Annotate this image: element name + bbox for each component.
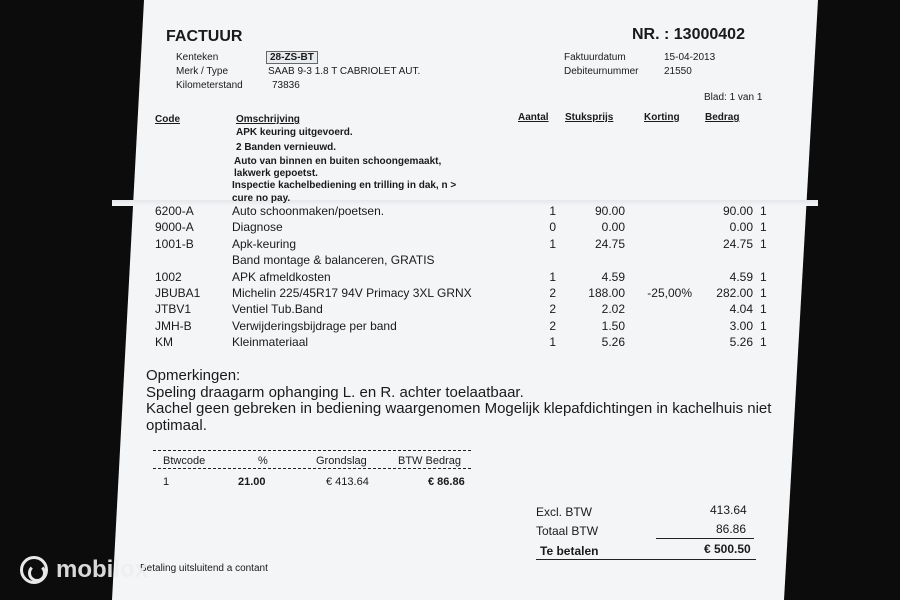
row-code: 1001-B	[155, 236, 194, 251]
row-desc: Kleinmateriaal	[232, 335, 309, 350]
col-korting: Korting	[644, 112, 680, 123]
license-plate: 28-ZS-BT	[266, 51, 318, 64]
row-price: 4.59	[601, 269, 625, 284]
row-amount: 3.00	[729, 318, 753, 333]
row-discount: -25,00%	[647, 286, 692, 300]
col-omschrijving: Omschrijving	[236, 114, 300, 125]
value-kilometerstand: 73836	[272, 80, 300, 91]
row-vat: 1	[760, 335, 767, 350]
label-kilometerstand: Kilometerstand	[176, 80, 243, 91]
row-vat: 1	[760, 286, 767, 300]
row-price: 2.02	[601, 302, 625, 317]
label-kenteken: Kenteken	[176, 52, 219, 63]
te-betalen-label: Te betalen	[540, 544, 599, 558]
row-vat: 1	[760, 204, 767, 218]
remark-line: Kachel geen gebreken in bediening waargenomen Mogelijk klepafdichtingen in kachelhuis niet	[146, 400, 772, 417]
note-line: Auto van binnen en buiten schoongemaakt,	[234, 156, 442, 167]
row-desc: Auto schoonmaken/poetsen.	[232, 204, 385, 218]
row-amount: 0.00	[729, 220, 753, 235]
vat-amount-value: € 86.86	[428, 476, 465, 488]
col-aantal: Aantal	[518, 112, 549, 123]
remark-line: optimaal.	[146, 417, 207, 434]
label-debiteurnummer: Debiteurnummer	[564, 66, 639, 77]
row-price: 90.00	[594, 204, 625, 218]
row-price: 24.75	[594, 236, 625, 251]
row-desc: Ventiel Tub.Band	[232, 302, 323, 317]
row-price: 5.26	[601, 335, 625, 350]
remark-line: Speling draagarm ophanging L. en R. achter toelaatbaar.	[146, 384, 524, 401]
excl-btw-value: 413.64	[710, 503, 747, 517]
row-qty: 0	[549, 220, 556, 235]
col-bedrag: Bedrag	[705, 112, 740, 123]
note-line: Inspectie kachelbediening en trilling in dak, n >	[232, 180, 457, 191]
row-code: KM	[155, 335, 173, 350]
totaal-btw-label: Totaal BTW	[536, 524, 599, 538]
row-vat: 1	[760, 220, 767, 235]
vat-code-value: 1	[163, 476, 170, 488]
row-amount: 282.00	[716, 286, 753, 300]
row-vat: 1	[760, 318, 767, 333]
note-line: APK keuring uitgevoerd.	[236, 127, 353, 138]
row-vat: 1	[760, 302, 767, 317]
vat-rule	[153, 450, 471, 452]
row-qty: 1	[549, 335, 556, 350]
vat-rule	[153, 468, 471, 470]
row-code: 6200-A	[155, 204, 194, 218]
invoice-number: NR. : 13000402	[632, 26, 745, 43]
row-qty: 1	[549, 236, 556, 251]
row-desc: Michelin 225/45R17 94V Primacy 3XL GRNX	[232, 286, 472, 300]
row-qty: 1	[549, 269, 556, 284]
col-code: Code	[155, 114, 180, 125]
row-amount: 4.04	[729, 302, 753, 317]
row-amount: 90.00	[722, 204, 753, 218]
row-code: JMH-B	[155, 318, 192, 333]
note-line: 2 Banden vernieuwd.	[236, 142, 337, 153]
vat-col-amount: BTW Bedrag	[398, 455, 461, 467]
row-qty: 2	[549, 302, 556, 317]
row-code: 9000-A	[155, 220, 194, 235]
vat-col-pct: %	[258, 455, 268, 467]
remarks-title: Opmerkingen:	[146, 367, 241, 384]
row-price: 0.00	[601, 220, 625, 235]
label-faktuurdatum: Faktuurdatum	[564, 52, 626, 63]
row-amount: 4.59	[729, 269, 753, 284]
totals-bottom-rule	[536, 559, 756, 560]
row-amount: 24.75	[722, 236, 753, 251]
row-code: JBUBA1	[155, 286, 201, 300]
totals-rule	[656, 538, 754, 539]
payment-terms: Betaling uitsluitend a contant	[140, 563, 268, 574]
row-desc: Verwijderingsbijdrage per band	[232, 318, 397, 333]
value-merk-type: SAAB 9-3 1.8 T CABRIOLET AUT.	[268, 66, 421, 77]
row-qty: 2	[549, 286, 556, 300]
vat-col-base: Grondslag	[316, 455, 367, 467]
row-desc: APK afmeldkosten	[232, 269, 331, 284]
row-amount: 5.26	[729, 335, 753, 350]
row-price: 188.00	[588, 286, 625, 300]
vat-col-code: Btwcode	[163, 455, 206, 467]
page-indicator: Blad: 1 van 1	[704, 92, 763, 103]
excl-btw-label: Excl. BTW	[536, 505, 592, 519]
mobilox-logo-icon	[20, 556, 48, 584]
row-desc: Diagnose	[232, 220, 283, 235]
row-qty: 1	[549, 204, 556, 218]
note-line: lakwerk gepoetst.	[234, 168, 318, 179]
invoice-title: FACTUUR	[166, 28, 243, 45]
value-faktuurdatum: 15-04-2013	[664, 52, 716, 63]
te-betalen-value: € 500.50	[704, 542, 751, 556]
note-line: cure no pay.	[232, 193, 291, 204]
col-stuksprijs: Stuksprijs	[565, 112, 614, 123]
row-qty: 2	[549, 318, 556, 333]
vat-base-value: € 413.64	[326, 476, 369, 488]
row-price: 1.50	[601, 318, 625, 333]
vat-pct-value: 21.00	[238, 476, 266, 488]
row-desc: Band montage & balanceren, GRATIS	[232, 253, 435, 268]
row-code: 1002	[155, 269, 182, 284]
row-vat: 1	[760, 269, 767, 284]
watermark-text: mobilox	[56, 556, 149, 583]
label-merk-type: Merk / Type	[176, 66, 229, 77]
row-code: JTBV1	[155, 302, 192, 317]
row-vat: 1	[760, 236, 767, 251]
row-desc: Apk-keuring	[232, 236, 297, 251]
totaal-btw-value: 86.86	[716, 522, 747, 536]
value-kenteken-wrap	[266, 52, 318, 63]
value-debiteurnummer: 21550	[664, 66, 692, 77]
